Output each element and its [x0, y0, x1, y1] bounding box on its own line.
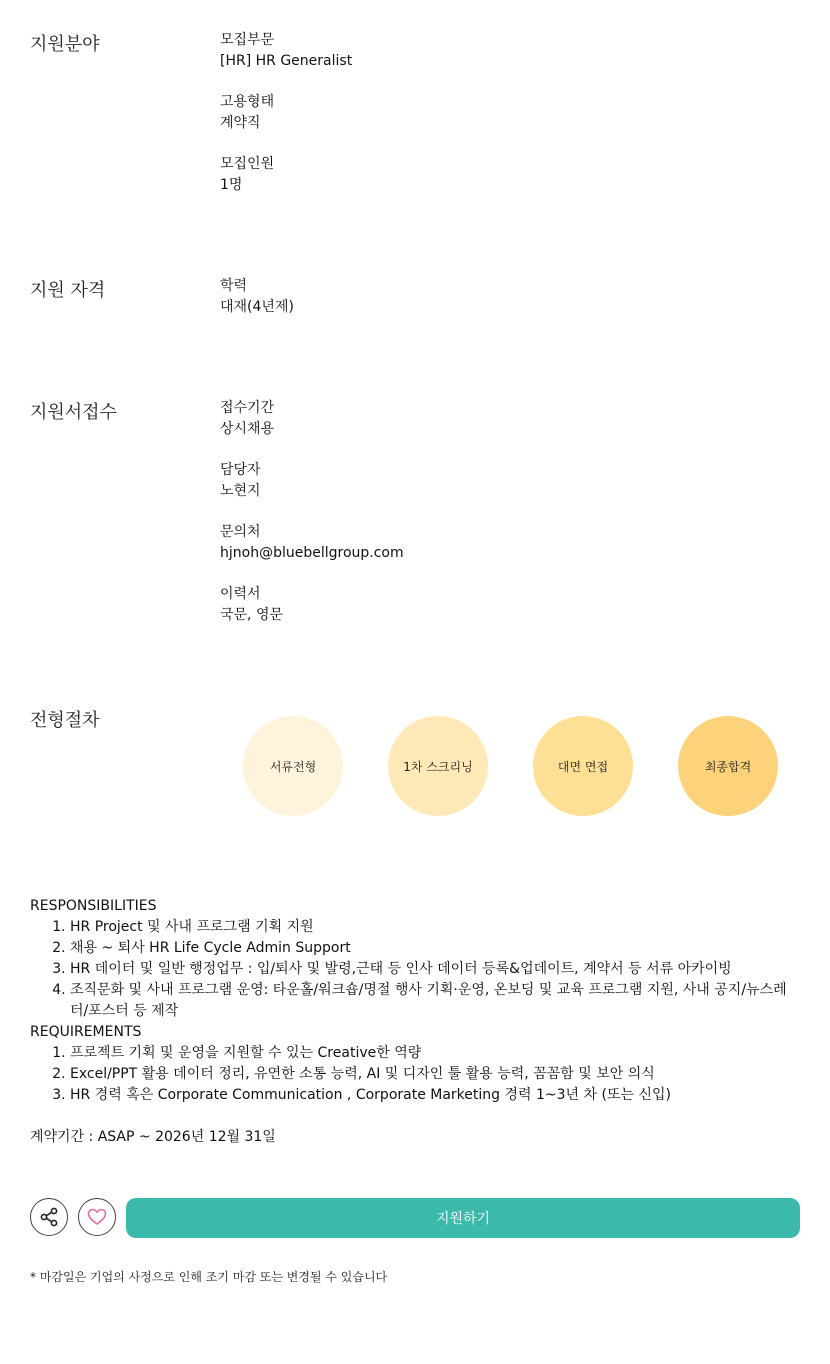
field-resume [220, 584, 780, 626]
field-label: 접수기간 [220, 400, 275, 416]
list-item: 3. HR 데이터 및 일반 행정업무 : 입/퇴사 및 발령,근태 등 인사 데이터 등록&업데이트, 계약서 등 서류 아카이빙 [70, 959, 800, 980]
field-recruit-dept [220, 30, 780, 72]
section-title: 지원서접수 [30, 402, 117, 423]
field-label: 담당자 [220, 462, 261, 478]
step-label: 1차 스크리닝 [403, 759, 473, 774]
share-icon [39, 1207, 59, 1227]
field-value: [HR] HR Generalist [220, 53, 353, 69]
responsibilities-list [30, 917, 800, 1022]
action-bar [30, 1198, 800, 1238]
field-contact-person [220, 460, 780, 502]
list-item: 4. 조직문화 및 사내 프로그램 운영: 타운홀/워크숍/명절 행사 기획·운영, 온보딩 및 교육 프로그램 지원, 사내 공지/뉴스레터/포스터 등 제작 [70, 980, 800, 1022]
field-label: 학력 [220, 278, 248, 294]
process-step-2 [388, 716, 488, 816]
step-label: 서류전형 [269, 759, 317, 774]
list-item: 2. Excel/PPT 활용 데이터 정리, 유연한 소통 능력, AI 및 디자인 툴 활용 능력, 꼼꼼함 및 보안 의식 [70, 1064, 800, 1085]
process-step-4 [678, 716, 778, 816]
field-inquiry-email [220, 522, 780, 564]
section-process [30, 706, 800, 826]
list-item: 2. 채용 ~ 퇴사 HR Life Cycle Admin Support [70, 938, 800, 959]
field-value: 노현지 [220, 483, 261, 499]
list-item: 1. 프로젝트 기획 및 운영을 지원할 수 있는 Creative한 역량 [70, 1043, 800, 1064]
field-employment-type [220, 92, 780, 134]
field-education [220, 276, 780, 318]
requirements-heading: REQUIREMENTS [30, 1024, 142, 1040]
apply-button[interactable]: 지원하기 [126, 1198, 800, 1238]
field-headcount [220, 154, 780, 196]
process-step-1 [243, 716, 343, 816]
process-step-3 [533, 716, 633, 816]
email-link[interactable]: hjnoh@bluebellgroup.com [220, 545, 404, 561]
job-description [30, 896, 800, 1106]
like-button[interactable] [78, 1198, 116, 1236]
responsibilities-heading: RESPONSIBILITIES [30, 898, 157, 914]
list-item: 1. HR Project 및 사내 프로그램 기획 지원 [70, 917, 800, 938]
field-label: 모집부문 [220, 32, 275, 48]
field-value: 대재(4년제) [220, 299, 294, 315]
field-value: 1명 [220, 177, 243, 193]
section-title: 전형절차 [30, 710, 100, 731]
requirements-list [30, 1043, 800, 1106]
process-steps [243, 716, 783, 816]
step-label: 대면 면접 [557, 759, 609, 774]
field-label: 모집인원 [220, 156, 275, 172]
heart-icon [87, 1207, 107, 1227]
list-item: 3. HR 경력 혹은 Corporate Communication , Corporate Marketing 경력 1~3년 차 (또는 신입) [70, 1085, 800, 1106]
section-title: 지원 자격 [30, 280, 106, 301]
step-label: 최종합격 [704, 759, 752, 774]
field-value: 계약직 [220, 115, 261, 131]
field-value: 상시채용 [220, 421, 275, 437]
field-value: 국문, 영문 [220, 607, 283, 623]
field-application-period [220, 398, 780, 440]
contract-period: 계약기간 : ASAP ~ 2026년 12월 31일 [30, 1129, 276, 1145]
field-label: 이력서 [220, 586, 261, 602]
section-title: 지원분야 [30, 34, 100, 55]
deadline-notice: * 마감일은 기업의 사정으로 인해 조기 마감 또는 변경될 수 있습니다 [30, 1270, 388, 1284]
field-label: 고용형태 [220, 94, 275, 110]
share-button[interactable] [30, 1198, 68, 1236]
field-label: 문의처 [220, 524, 261, 540]
